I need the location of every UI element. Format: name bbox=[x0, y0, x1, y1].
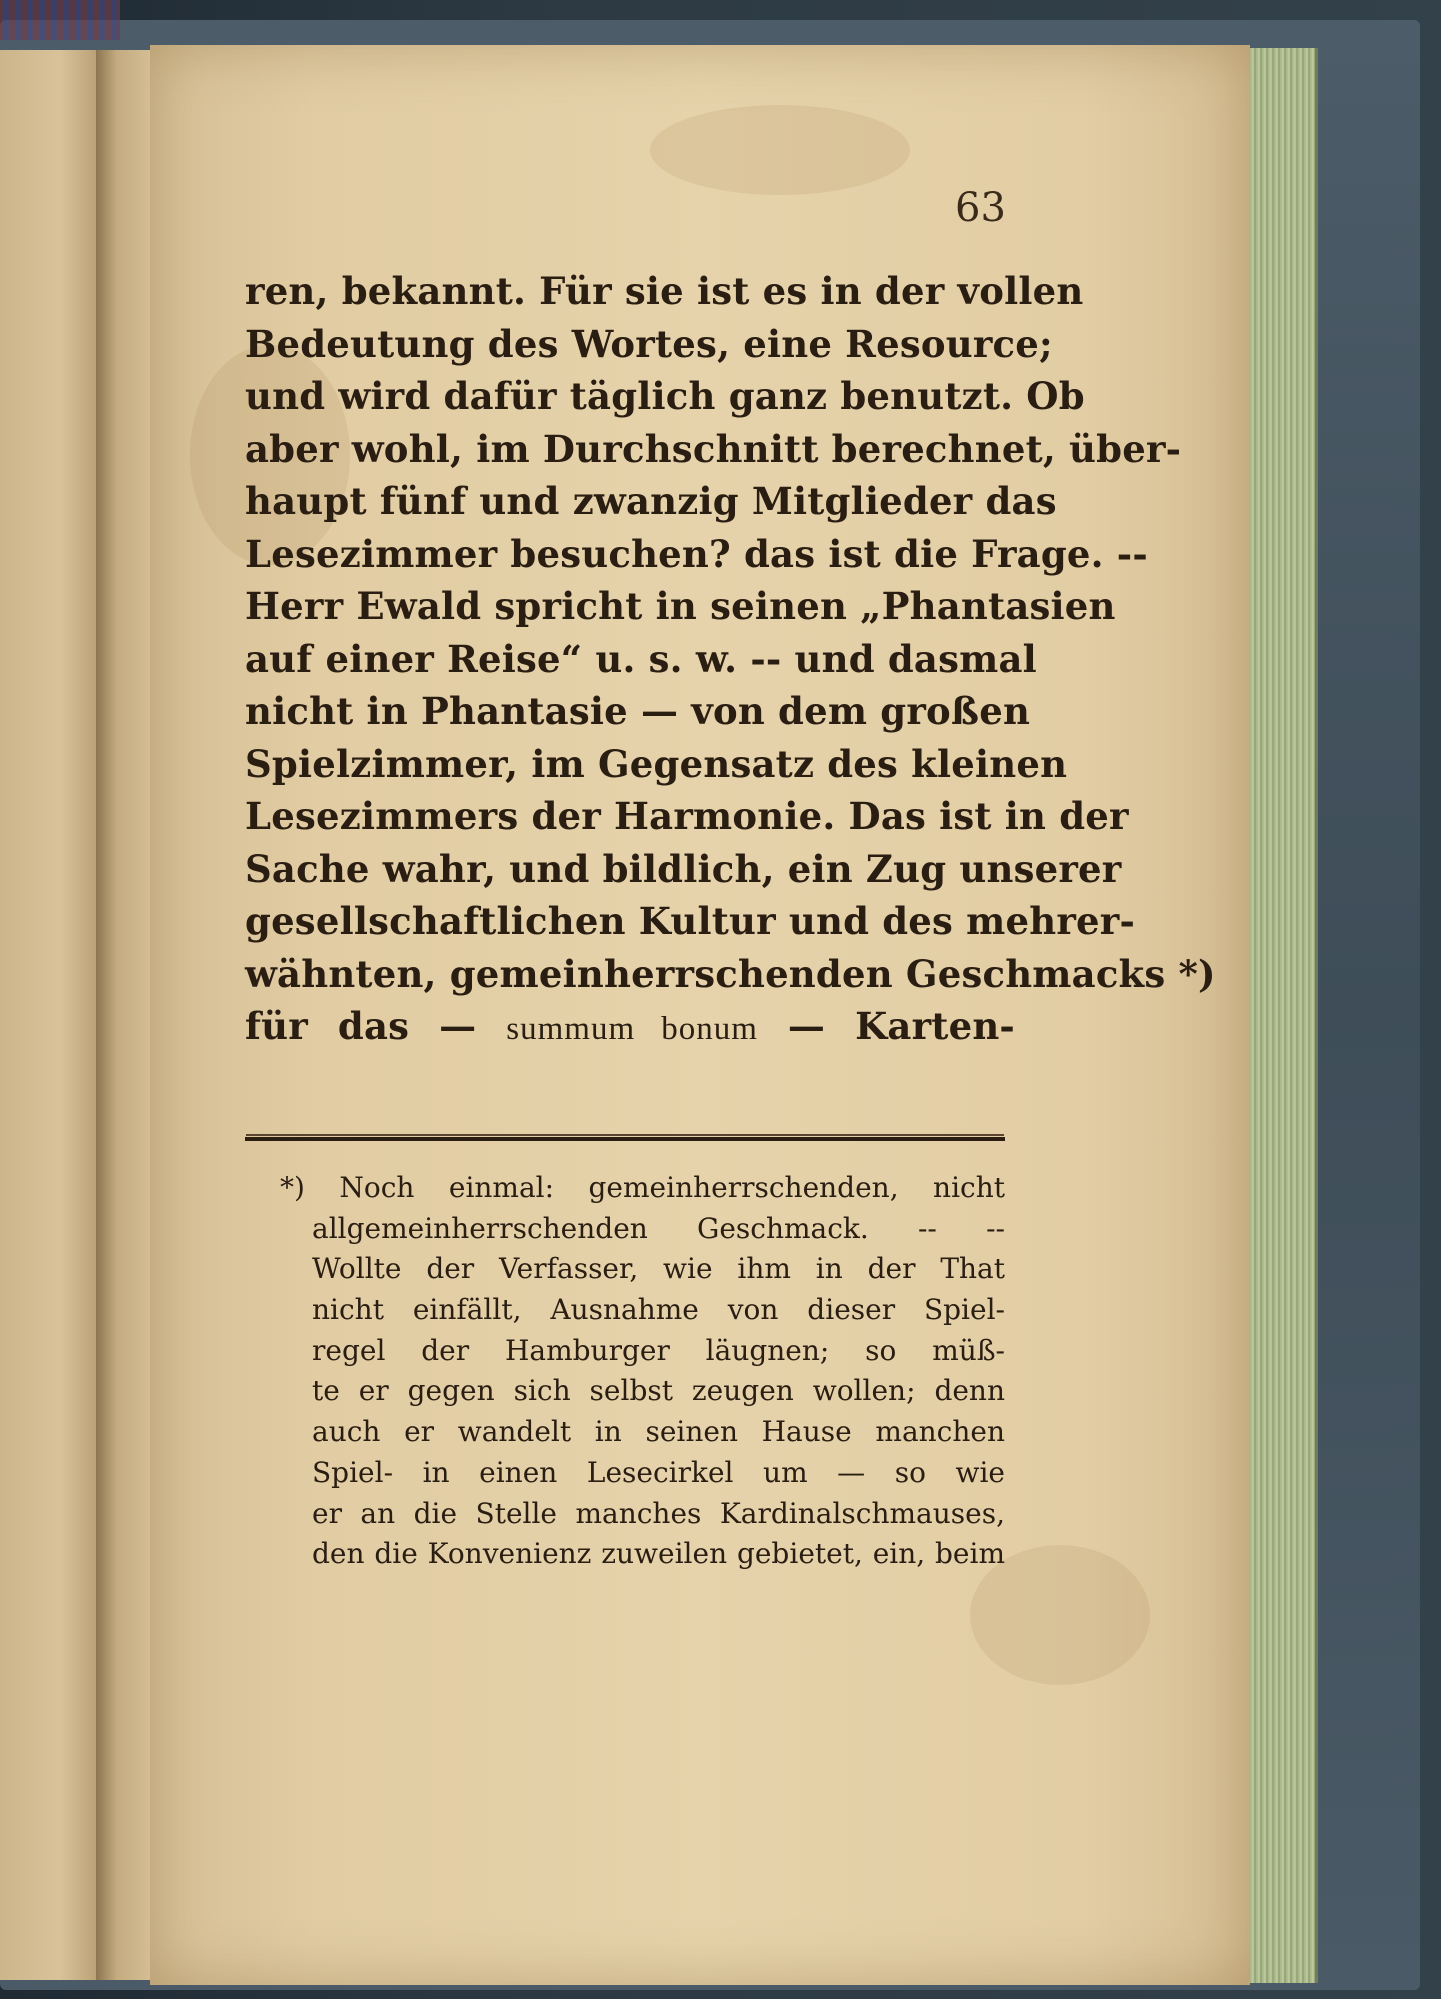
page-number: 63 bbox=[955, 185, 1006, 231]
text-line: Bedeutung des Wortes, eine Resource; bbox=[245, 321, 1053, 366]
page-block-edges bbox=[1245, 48, 1318, 1983]
page-gutter bbox=[96, 50, 156, 1980]
text-line: Lesezimmer besuchen? das ist die Frage. -- bbox=[245, 531, 1148, 576]
text-line: Sache wahr, und bildlich, ein Zug unserer bbox=[245, 846, 1122, 891]
footnote-separator-rule bbox=[245, 1137, 1005, 1141]
text-line: gesellschaftlichen Kultur und des mehrer- bbox=[245, 899, 1136, 943]
footnote-line: nicht einfällt, Ausnahme von dieser Spiel- bbox=[312, 1293, 1005, 1327]
text-line-last bbox=[245, 1000, 1015, 1053]
text-line: und wird dafür täglich ganz benutzt. Ob bbox=[245, 374, 1085, 418]
text-line: Herr Ewald spricht in seinen „Phantasien bbox=[245, 584, 1116, 628]
footnote-line: te er gegen sich selbst zeugen wollen; denn bbox=[312, 1374, 1005, 1408]
text-line: Lesezimmers der Harmonie. Das ist in der bbox=[245, 794, 1129, 838]
footnote-line: Spiel- in einen Lesecirkel um — so wie bbox=[312, 1455, 1005, 1489]
text-line: haupt fünf und zwanzig Mitglieder das bbox=[245, 479, 1057, 523]
text-fragment: — Karten- bbox=[787, 1004, 1015, 1048]
footnote-line: Wollte der Verfasser, wie ihm in der That bbox=[312, 1252, 1005, 1286]
text-line: wähnten, gemeinherrschenden Geschmacks *) bbox=[245, 951, 1216, 996]
footnote-line: auch er wandelt in seinen Hause manchen bbox=[312, 1415, 1005, 1449]
binding-thread bbox=[0, 0, 120, 40]
footnote-line: den die Konvenienz zuweilen gebietet, ein, beim bbox=[312, 1537, 1005, 1571]
paper-stain bbox=[650, 105, 910, 195]
text-line: nicht in Phantasie — von dem großen bbox=[245, 689, 1031, 733]
text-line: Spielzimmer, im Gegensatz des kleinen bbox=[245, 741, 1068, 786]
text-line: ren, bekannt. Für sie ist es in der vollen bbox=[245, 269, 1084, 313]
text-fragment: für das — bbox=[245, 1004, 477, 1048]
footnote-line: allgemeinherrschenden Geschmack. -- -- bbox=[312, 1211, 1005, 1245]
footnote-block bbox=[260, 1168, 1005, 1575]
latin-phrase: summum bonum bbox=[506, 1011, 758, 1047]
text-line: auf einer Reise“ u. s. w. -- und dasmal bbox=[245, 636, 1037, 681]
footnote-line: regel der Hamburger läugnen; so müß- bbox=[312, 1333, 1005, 1367]
footnote-line: *) Noch einmal: gemeinherrschenden, nicht bbox=[280, 1171, 1005, 1204]
left-page-edge bbox=[0, 50, 100, 1980]
footnote-line: er an die Stelle manches Kardinalschmauses, bbox=[312, 1496, 1005, 1530]
main-text-block bbox=[245, 265, 1216, 1053]
text-line: aber wohl, im Durchschnitt berechnet, über- bbox=[245, 426, 1182, 471]
